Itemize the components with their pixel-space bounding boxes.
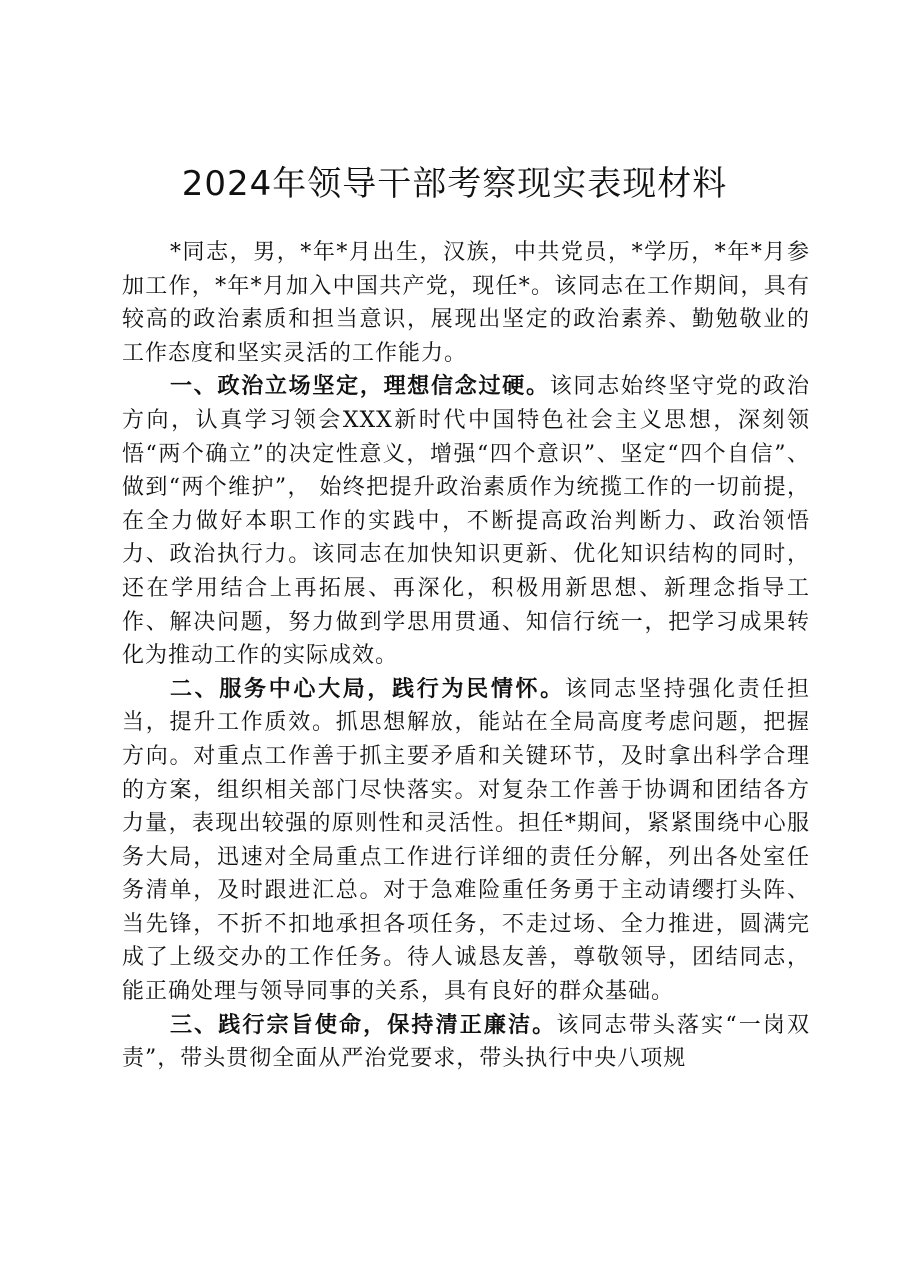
document-body xyxy=(122,236,810,1076)
section-2-paragraph xyxy=(122,673,810,1009)
section-3-heading: 三、践行宗旨使命，保持清正廉洁。 xyxy=(170,1011,557,1038)
document-title: 2024年领导干部考察现实表现材料 xyxy=(181,164,728,204)
section-2-heading: 二、服务中心大局，践行为民情怀。 xyxy=(170,675,565,702)
section-3-body: 该同志带头落实“一岗双责”，带头贯彻全面从严治党要求，带头执行中央八项规 xyxy=(122,1012,810,1072)
section-1-paragraph xyxy=(122,370,810,672)
section-1-body: 该同志始终坚守党的政治方向，认真学习领会XXX新时代中国特色社会主义思想，深刻领悟“两个确立”的决定性意义，增强“四个意识”、坚定“四个自信”、做到“两个维护”， 始终把提升政治素质作为统揽工作的一切前提，在全力做好本职工作的实践中，不断提高政治判断力、政治领悟力、政治执行力。该同志在加快知识更新、优化知识结构的同时，还在学用结合上再拓展、再深化，积极用新思想、新理念指导工作、解决问题，努力做到学思用贯通、知信行统一，把学习成果转化为推动工作的实际成效。 xyxy=(122,374,811,669)
intro-paragraph: *同志，男，*年*月出生，汉族，中共党员，*学历，*年*月参加工作，*年*月加入中国共产党，现任*。该同志在工作期间，具有较高的政治素质和担当意识，展现出坚定的政治素养、勤勉敬业的工作态度和坚实灵活的工作能力。 xyxy=(122,240,810,366)
section-2-body: 该同志坚持强化责任担当，提升工作质效。抓思想解放，能站在全局高度考虑问题，把握方向。对重点工作善于抓主要矛盾和关键环节，及时拿出科学合理的方案，组织相关部门尽快落实。对复杂工作善于协调和团结各方力量，表现出较强的原则性和灵活性。担任*期间，紧紧围绕中心服务大局，迅速对全局重点工作进行详细的责任分解，列出各处室任务清单，及时跟进汇总。对于急难险重任务勇于主动请缨打头阵、当先锋，不折不扣地承担各项任务，不走过场、全力推进，圆满完成了上级交办的工作任务。待人诚恳友善，尊敬领导，团结同志，能正确处理与领导同事的关系，具有良好的群众基础。 xyxy=(122,676,810,1005)
section-3-paragraph xyxy=(122,1009,810,1076)
section-1-heading: 一、政治立场坚定，理想信念过硬。 xyxy=(170,373,550,400)
